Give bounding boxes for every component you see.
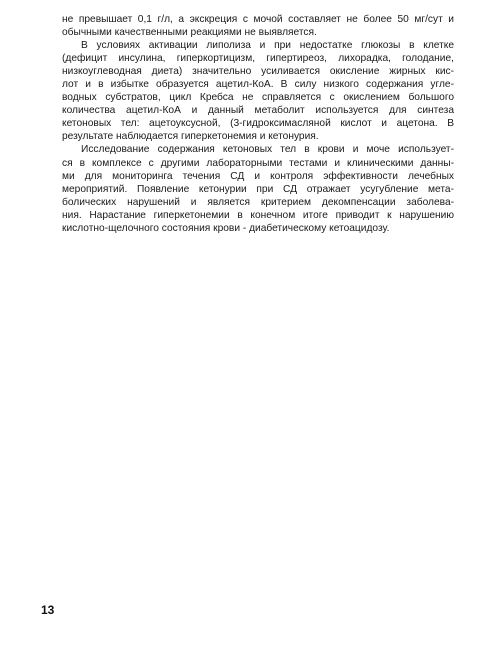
- text-line: кислотно-щелочного состояния крови - диабетическому кетоацидозу.: [62, 222, 390, 234]
- text-line: мероприятий. Появление кетонурии при СД отражает усугубление мета-: [62, 183, 454, 195]
- text-line: кетоновых тел: ацетоуксусной, (3-гидроксимасляной кислот и ацетона. В: [62, 118, 454, 130]
- text-line: ся в комплексе с другими лабораторными тестами и клиническими данны-: [62, 157, 454, 169]
- text-line: лот и в избытке образуется ацетил-КоА. В силу низкого содержания угле-: [62, 79, 454, 91]
- paragraph-1: [62, 13, 454, 39]
- text-line: В условиях активации липолиза и при недостатке глюкозы в клетке: [81, 40, 454, 52]
- body-text: [62, 13, 454, 235]
- text-line: Исследование содержания кетоновых тел в крови и моче использует-: [81, 144, 454, 156]
- text-line: водных субстратов, цикл Кребса не справляется с окислением большого: [62, 92, 454, 104]
- paragraph-3: [62, 143, 454, 234]
- text-line: болических нарушений и является критерием декомпенсации заболева-: [62, 196, 454, 208]
- paragraph-2: [62, 39, 454, 143]
- text-line: не превышает 0,1 г/л, а экскреция с мочой составляет не более 50 мг/сут и: [62, 14, 454, 25]
- text-line: (дефицит инсулина, гиперкортицизм, гипертиреоз, лихорадка, голодание,: [62, 53, 454, 65]
- text-line: ми для мониторинга течения СД и контроля эффективности лечебных: [62, 170, 454, 182]
- text-line: количества ацетил-КоА и данный метаболит используется для синтеза: [62, 105, 454, 117]
- text-line: результате наблюдается гиперкетонемия и кетонурия.: [62, 131, 319, 143]
- page-number: 13: [41, 603, 55, 617]
- text-line: низкоуглеводная диета) значительно усиливается окисление жирных кис-: [62, 66, 454, 78]
- text-line: ния. Нарастание гиперкетонемии в конечном итоге приводит к нарушению: [62, 209, 454, 221]
- text-line: обычными качественными реакциями не выявляется.: [62, 27, 317, 39]
